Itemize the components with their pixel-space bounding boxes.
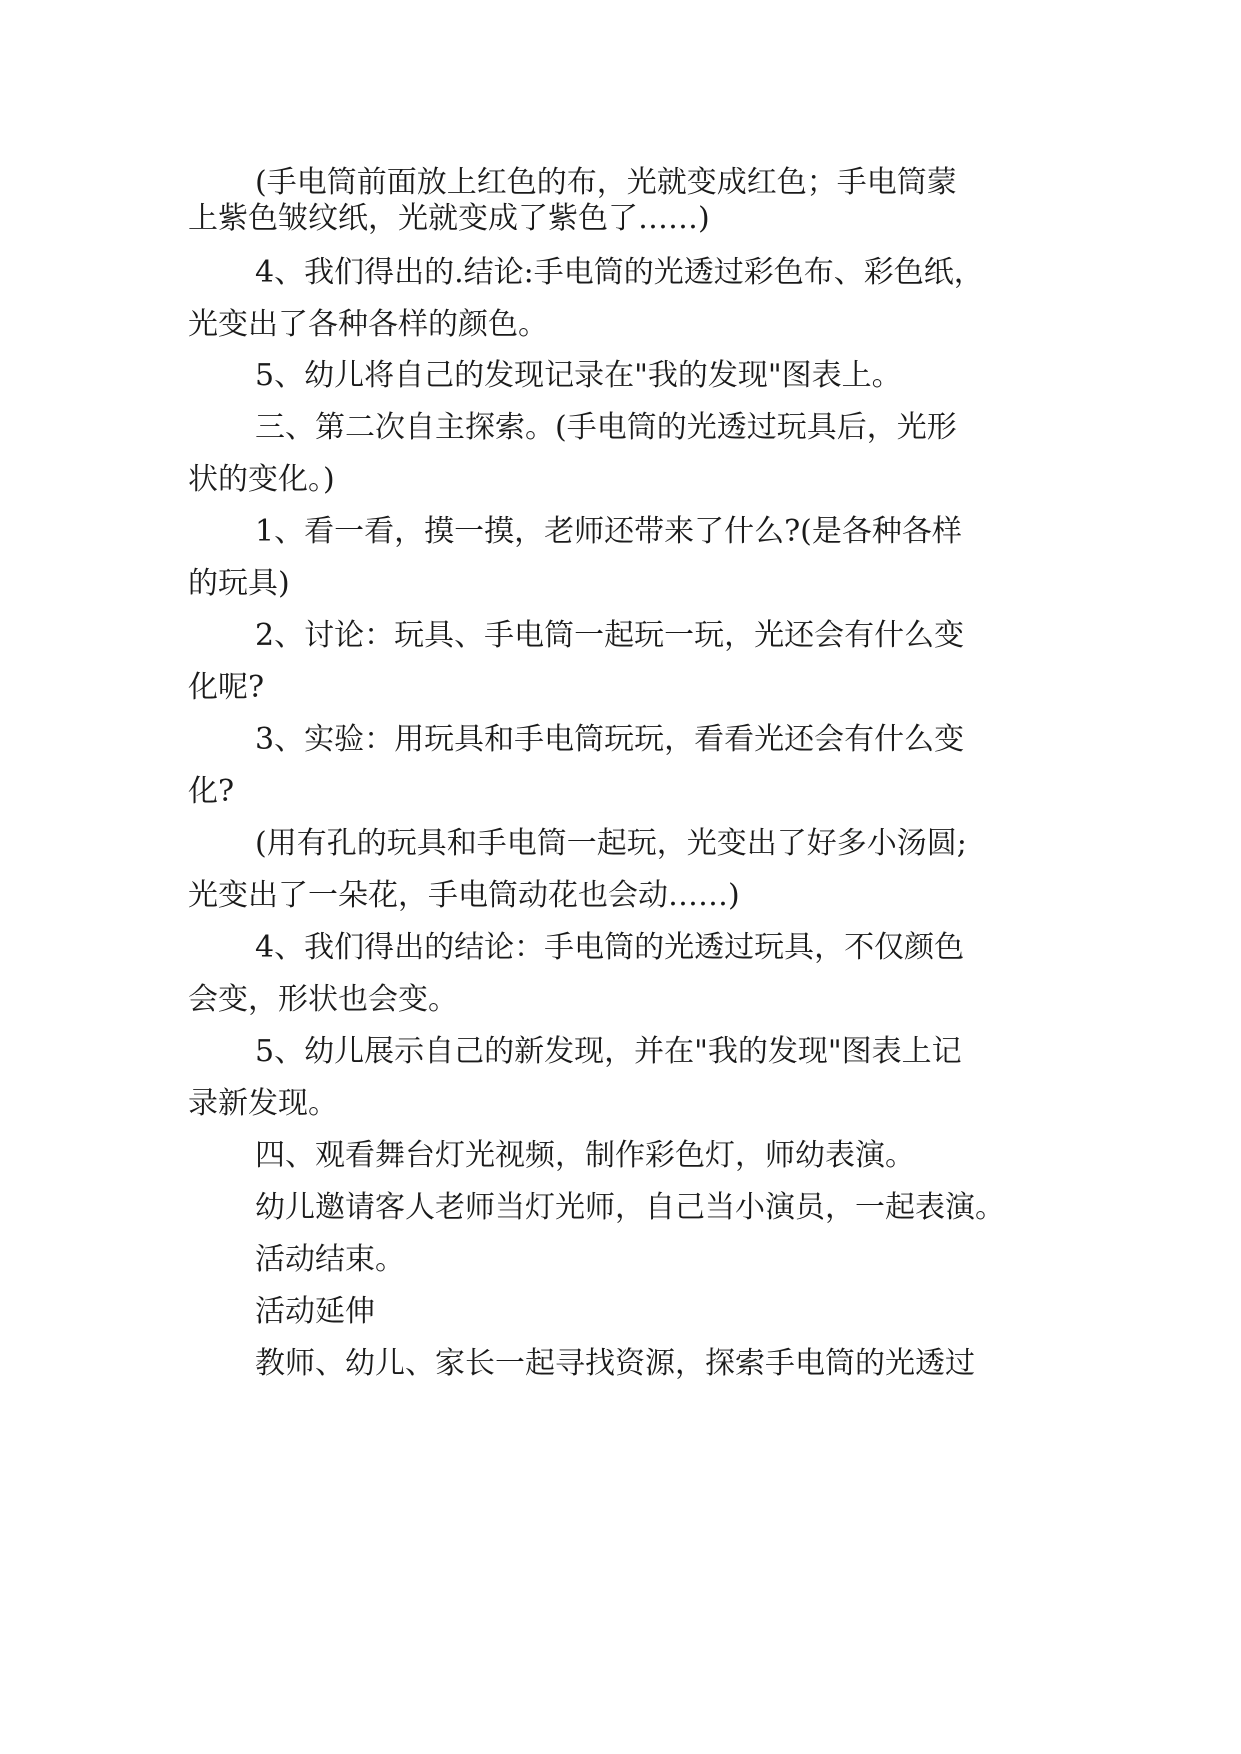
paragraph-line: 化呢? bbox=[188, 670, 265, 705]
paragraph-line: (手电筒前面放上红色的布，光就变成红色；手电筒蒙 bbox=[255, 165, 957, 200]
paragraph-line: 2、讨论：玩具、手电筒一起玩一玩，光还会有什么变 bbox=[255, 618, 965, 653]
paragraph-line: 上紫色皱纹纸，光就变成了紫色了……) bbox=[188, 201, 710, 236]
paragraph-line: 会变，形状也会变。 bbox=[188, 982, 458, 1017]
paragraph-line: 1、看一看，摸一摸，老师还带来了什么?(是各种各样 bbox=[255, 514, 962, 549]
paragraph-line: 光变出了各种各样的颜色。 bbox=[188, 307, 548, 342]
paragraph-line: 的玩具) bbox=[188, 566, 290, 601]
paragraph-line: 化? bbox=[188, 774, 235, 809]
paragraph-line: 活动结束。 bbox=[255, 1242, 405, 1277]
paragraph-line: 5、幼儿将自己的发现记录在"我的发现"图表上。 bbox=[255, 358, 902, 393]
section-heading: 活动延伸 bbox=[255, 1294, 375, 1329]
paragraph-line: 光变出了一朵花，手电筒动花也会动……) bbox=[188, 878, 740, 913]
paragraph-line: (用有孔的玩具和手电筒一起玩，光变出了好多小汤圆; bbox=[255, 826, 967, 861]
section-heading: 四、观看舞台灯光视频，制作彩色灯，师幼表演。 bbox=[255, 1138, 915, 1173]
paragraph-line: 幼儿邀请客人老师当灯光师，自己当小演员，一起表演。 bbox=[255, 1190, 1005, 1225]
paragraph-line: 4、我们得出的.结论:手电筒的光透过彩色布、彩色纸， bbox=[255, 255, 984, 290]
paragraph-line: 状的变化。) bbox=[188, 462, 335, 497]
paragraph-line: 教师、幼儿、家长一起寻找资源，探索手电筒的光透过 bbox=[255, 1346, 975, 1381]
paragraph-line: 4、我们得出的结论：手电筒的光透过玩具，不仅颜色 bbox=[255, 930, 965, 965]
paragraph-line: 3、实验：用玩具和手电筒玩玩，看看光还会有什么变 bbox=[255, 722, 965, 757]
paragraph-line: 5、幼儿展示自己的新发现，并在"我的发现"图表上记 bbox=[255, 1034, 962, 1069]
section-heading: 三、第二次自主探索。(手电筒的光透过玩具后，光形 bbox=[255, 410, 957, 445]
paragraph-line: 录新发现。 bbox=[188, 1086, 338, 1121]
